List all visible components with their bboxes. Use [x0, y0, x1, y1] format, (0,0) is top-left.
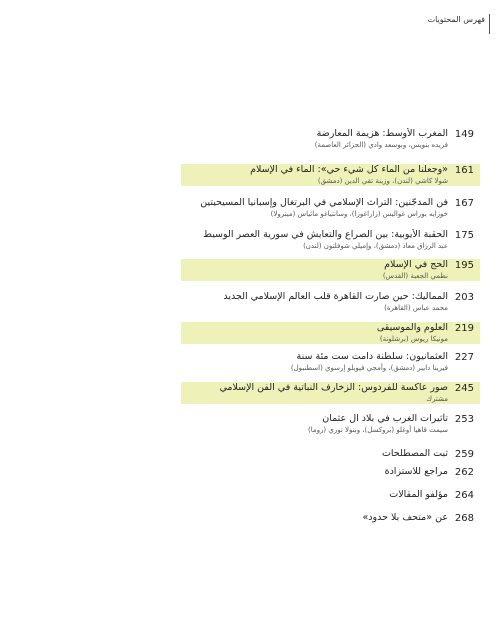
toc-page-number: 195 — [454, 260, 474, 271]
toc-authors: مونيكا ريوس (برشلونة) — [379, 335, 448, 343]
toc-entry[interactable] — [181, 351, 480, 373]
toc-authors: محمد عباس (القاهرة) — [384, 304, 448, 312]
toc-entry[interactable] — [181, 489, 480, 503]
toc-page-number: 167 — [454, 198, 474, 209]
toc-entry[interactable] — [181, 128, 480, 150]
toc-authors: فريده بنويس، وبوسعد وادي (الجزائر العاصمة) — [314, 141, 448, 149]
toc-title: فن المدجّنين: التراث الإسلامي في البرتغال وإسبانيا المسيحيتين — [200, 197, 448, 208]
toc-authors: عبد الرزاق معاذ (دمشق)، وإميلي شوفلتون (لندن) — [303, 242, 448, 250]
toc-title: عن «متحف بلا حدود» — [362, 512, 448, 523]
toc-entry[interactable] — [181, 229, 480, 251]
toc-title: العثمانيون: سلطنة دامت ست مئة سنة — [296, 351, 448, 362]
toc-authors: نظمي الجعبة (القدس) — [382, 272, 448, 280]
toc-title: ثبت المصطلحات — [381, 448, 448, 459]
toc-page-number: 245 — [454, 383, 474, 394]
toc-page-number: 227 — [454, 352, 474, 363]
toc-title: الحقبة الأيوبية: بين الصراع والتعايش في سورية العصر الوسيط — [203, 229, 448, 240]
toc-authors: شولا كاشي (لندن)، وزينة تقي الدين (دمشق) — [317, 177, 448, 185]
toc-authors: سيمت قاهيا أوغلو (بروكسل)، وبنولا توري (روما) — [308, 426, 448, 434]
toc-page-number: 253 — [454, 414, 474, 425]
toc-title: تأثيرات الغرب في بلاد آل عثمان — [322, 413, 448, 424]
toc-entry[interactable] — [181, 322, 480, 344]
toc-entry[interactable] — [181, 512, 480, 526]
toc-entry[interactable] — [181, 164, 480, 186]
toc-title: مراجع للاستزادة — [384, 466, 448, 477]
toc-page-number: 175 — [454, 230, 474, 241]
toc-page-number: 203 — [454, 292, 474, 303]
toc-entry[interactable] — [181, 291, 480, 313]
toc-authors: فيرينا دايبر (دمشق)، وأمجي فيوبلو إرسوي (اسطنبول) — [290, 364, 448, 372]
toc-entry[interactable] — [181, 466, 480, 480]
toc-page-number: 149 — [454, 129, 474, 140]
toc-page-number: 259 — [454, 449, 474, 460]
toc-title: صور عاكسة للفردوس: الزخارف النباتية في الفن الإسلامي — [219, 382, 448, 393]
toc-entry[interactable] — [181, 382, 480, 404]
toc-title: مؤلفو المقالات — [389, 489, 448, 500]
toc-page-number: 161 — [454, 165, 474, 176]
toc-title: الحج في الإسلام — [384, 259, 448, 270]
toc-entry[interactable] — [181, 197, 480, 219]
toc-authors: خوزايه بوراس غواليس (زاراغوزا)، وسانتياغو ماثياس (ميترولا) — [270, 210, 448, 218]
toc-page-number: 219 — [454, 323, 474, 334]
toc-entry[interactable] — [181, 259, 480, 281]
toc-title: المغرب الأوسط: هزيمة المعارضة — [316, 128, 448, 139]
toc-authors: مشترك — [426, 395, 448, 403]
toc-title: «وجعلنا من الماء كل شيء حي»: الماء في الإسلام — [250, 164, 448, 175]
toc-entry[interactable] — [181, 448, 480, 462]
toc-page-number: 262 — [454, 467, 474, 478]
toc-title: المماليك: حين صارت القاهرة قلب العالم الإسلامي الجديد — [223, 291, 448, 302]
toc-title: العلوم والموسيقى — [376, 322, 448, 333]
page-header: فهرس المحتويات — [428, 14, 490, 34]
toc-page-number: 264 — [454, 490, 474, 501]
toc-entry[interactable] — [181, 413, 480, 435]
toc-page-number: 268 — [454, 513, 474, 524]
